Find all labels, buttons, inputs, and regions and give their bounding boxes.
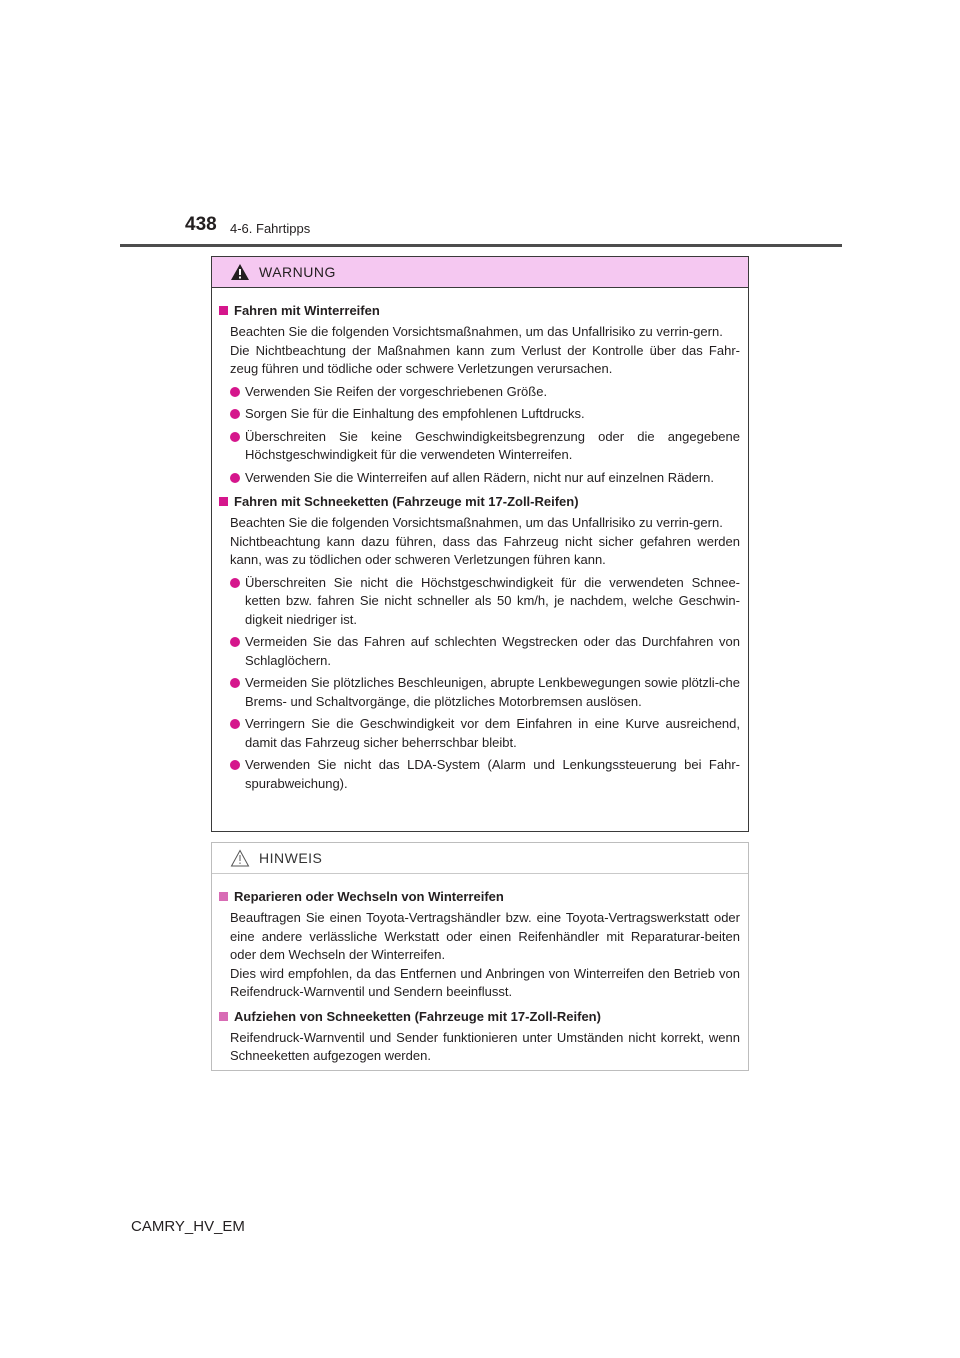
square-bullet-icon — [219, 892, 228, 901]
footer-model-code: CAMRY_HV_EM — [131, 1218, 245, 1235]
warning-heading: Fahren mit Schneeketten (Fahrzeuge mit 17-Zoll-Reifen) — [219, 492, 740, 511]
paragraph: Beachten Sie die folgenden Vorsichtsmaßnahmen, um das Unfallrisiko zu verrin-gern. — [230, 515, 723, 530]
list-item: Verringern Sie die Geschwindigkeit vor dem Einfahren in eine Kurve ausreichend, damit das Fahrzeug sicher beherrschbar bleibt. — [230, 715, 740, 752]
notice-section-snow-chains — [219, 1007, 740, 1066]
warning-section-winter-tires — [219, 301, 740, 487]
list-item: Überschreiten Sie keine Geschwindigkeitsbegrenzung oder die angegebene Höchstgeschwindigkeit für die verwendeten Winterreifen. — [230, 428, 740, 465]
list-item: Überschreiten Sie nicht die Höchstgeschwindigkeit für die verwendeten Schnee-ketten bzw. fahren Sie nicht schneller als 50 km/h, je nachdem, welche Geschwin-digkeit niedriger ist. — [230, 574, 740, 630]
notice-heading: Aufziehen von Schneeketten (Fahrzeuge mit 17-Zoll-Reifen) — [219, 1007, 740, 1026]
warning-heading: Fahren mit Winterreifen — [219, 301, 740, 320]
list-item: Verwenden Sie Reifen der vorgeschriebenen Größe. — [230, 383, 740, 402]
warning-title: WARNUNG — [259, 264, 336, 280]
bullet-dot-icon — [230, 760, 240, 770]
paragraph: Nichtbeachtung kann dazu führen, dass das Fahrzeug nicht sicher gefahren werden kann, was zu tödlichen oder schweren Verletzungen führen kann. — [230, 533, 740, 567]
paragraph: Beachten Sie die folgenden Vorsichtsmaßnahmen, um das Unfallrisiko zu verrin-gern. — [230, 324, 723, 339]
header-rule — [120, 244, 842, 247]
bullet-dot-icon — [230, 578, 240, 588]
notice-title: HINWEIS — [259, 850, 323, 866]
notice-body — [212, 874, 748, 1066]
warning-box — [211, 256, 749, 832]
notice-heading: Reparieren oder Wechseln von Winterreifen — [219, 887, 740, 906]
paragraph: Dies wird empfohlen, da das Entfernen und Anbringen von Winterreifen den Betrieb von Reifendruck-Warnventil und Sendern beeinflusst. — [230, 965, 740, 999]
paragraph: Die Nichtbeachtung der Maßnahmen kann zum Verlust der Kontrolle über das Fahr-zeug führen und tödliche oder schwere Verletzungen verursachen. — [230, 342, 740, 376]
warning-body — [212, 288, 748, 793]
caution-triangle-icon — [230, 849, 250, 867]
bullet-dot-icon — [230, 473, 240, 483]
section-title: 4-6. Fahrtipps — [230, 221, 311, 236]
square-bullet-icon — [219, 1012, 228, 1021]
bullet-dot-icon — [230, 432, 240, 442]
bullet-dot-icon — [230, 678, 240, 688]
list-item: Vermeiden Sie das Fahren auf schlechten Wegstrecken oder das Durchfahren von Schlaglöchern. — [230, 633, 740, 670]
list-item: Vermeiden Sie plötzliches Beschleunigen, abrupte Lenkbewegungen sowie plötzli-che Brems- und Schaltvorgänge, die plötzliches Motorbremsen auslösen. — [230, 674, 740, 711]
bullet-dot-icon — [230, 409, 240, 419]
square-bullet-icon — [219, 497, 228, 506]
bullet-dot-icon — [230, 719, 240, 729]
paragraph: Reifendruck-Warnventil und Sender funktionieren unter Umständen nicht korrekt, wenn Schneeketten aufgezogen werden. — [230, 1029, 740, 1063]
notice-section-winter-tire-repair — [219, 887, 740, 1002]
list-item: Sorgen Sie für die Einhaltung des empfohlenen Luftdrucks. — [230, 405, 740, 424]
list-item: Verwenden Sie nicht das LDA-System (Alarm und Lenkungssteuerung bei Fahr-spurabweichung). — [230, 756, 740, 793]
list-item: Verwenden Sie die Winterreifen auf allen Rädern, nicht nur auf einzelnen Rädern. — [230, 469, 740, 488]
square-bullet-icon — [219, 306, 228, 315]
warning-triangle-icon — [230, 263, 250, 281]
bullet-dot-icon — [230, 637, 240, 647]
warning-header — [212, 257, 748, 288]
warning-section-snow-chains — [219, 492, 740, 793]
paragraph: Beauftragen Sie einen Toyota-Vertragshändler bzw. eine Toyota-Vertragswerkstatt oder eine andere verlässliche Werkstatt oder einen Reifenhändler mit Reparaturar-beiten oder dem Wechseln der Winterreifen. — [230, 910, 740, 962]
bullet-dot-icon — [230, 387, 240, 397]
notice-box — [211, 842, 749, 1071]
notice-header — [212, 843, 748, 874]
page-number: 438 — [185, 214, 217, 235]
